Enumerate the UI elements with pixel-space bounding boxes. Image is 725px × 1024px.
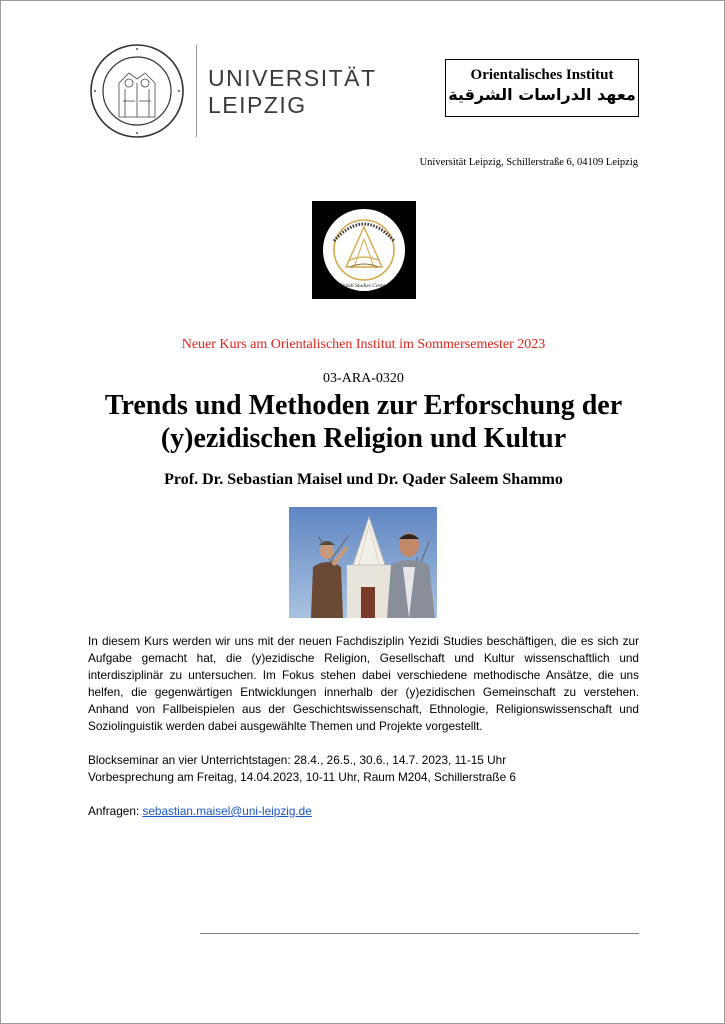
description-paragraph: In diesem Kurs werden wir uns mit der neuen Fachdisziplin Yezidi Studies beschäftigen, die es sich zur Aufgabe gemacht hat, die (y)ezidische Religion, Gesellschaft und Kultur wissenschaftlich und interdisziplinär zu untersuchen. Im Fokus stehen dabei verschiedene methodische Ansätze, die uns helfen, die gegenwärtigen Entwicklungen innerhalb der (y)ezidischen Gemeinschaft zu verstehen. Anhand von Fallbeispielen aus der Geschichtswissenschaft, Ethnologie, Religionswissenschaft und Soziolinguistik werden dabei ausgewählte Themen und Projekte vorgestellt. — [88, 634, 639, 733]
lecturers: Prof. Dr. Sebastian Maisel und Dr. Qader Saleem Shammo — [164, 471, 563, 488]
university-name-line2: LEIPZIG — [208, 92, 307, 118]
course-title-line1: Trends und Methoden zur Erforschung der — [104, 390, 623, 421]
contact — [88, 803, 639, 820]
course-description — [88, 633, 639, 837]
course-title — [1, 389, 725, 455]
schedule-preliminary-meeting: Vorbesprechung am Freitag, 14.04.2023, 10-11 Uhr, Raum M204, Schillerstraße 6 — [88, 770, 516, 784]
contact-email-link[interactable]: sebastian.maisel@uni-leipzig.de — [142, 804, 312, 818]
course-announcement: Neuer Kurs am Orientalischen Institut im Sommersemester 2023 — [181, 337, 546, 352]
schedule-dates: Blockseminar an vier Unterrichtstagen: 28.4., 26.5., 30.6., 14.7. 2023, 11-15 Uhr — [88, 753, 507, 767]
institute-name-german: Orientalisches Institut — [470, 67, 614, 83]
university-name-line1: UNIVERSITÄT — [208, 65, 377, 91]
university-address: Universität Leipzig, Schillerstraße 6, 04109 Leipzig — [419, 157, 638, 168]
footer-rule — [200, 933, 639, 934]
yezidi-studies-center-logo — [312, 201, 416, 299]
logo-ring-text: Yezidi Studies Center — [340, 283, 388, 289]
university-name — [208, 65, 377, 119]
lecturers-photo — [289, 507, 437, 618]
header-divider — [196, 45, 197, 137]
contact-label: Anfragen: — [88, 804, 140, 818]
course-code: 03-ARA-0320 — [323, 371, 404, 386]
schedule — [88, 752, 639, 786]
university-seal — [89, 43, 185, 139]
course-title-line2: (y)ezidischen Religion und Kultur — [160, 423, 567, 454]
institute-name-arabic: معهد الدراسات الشرقية — [448, 85, 636, 104]
institute-box — [445, 59, 639, 117]
